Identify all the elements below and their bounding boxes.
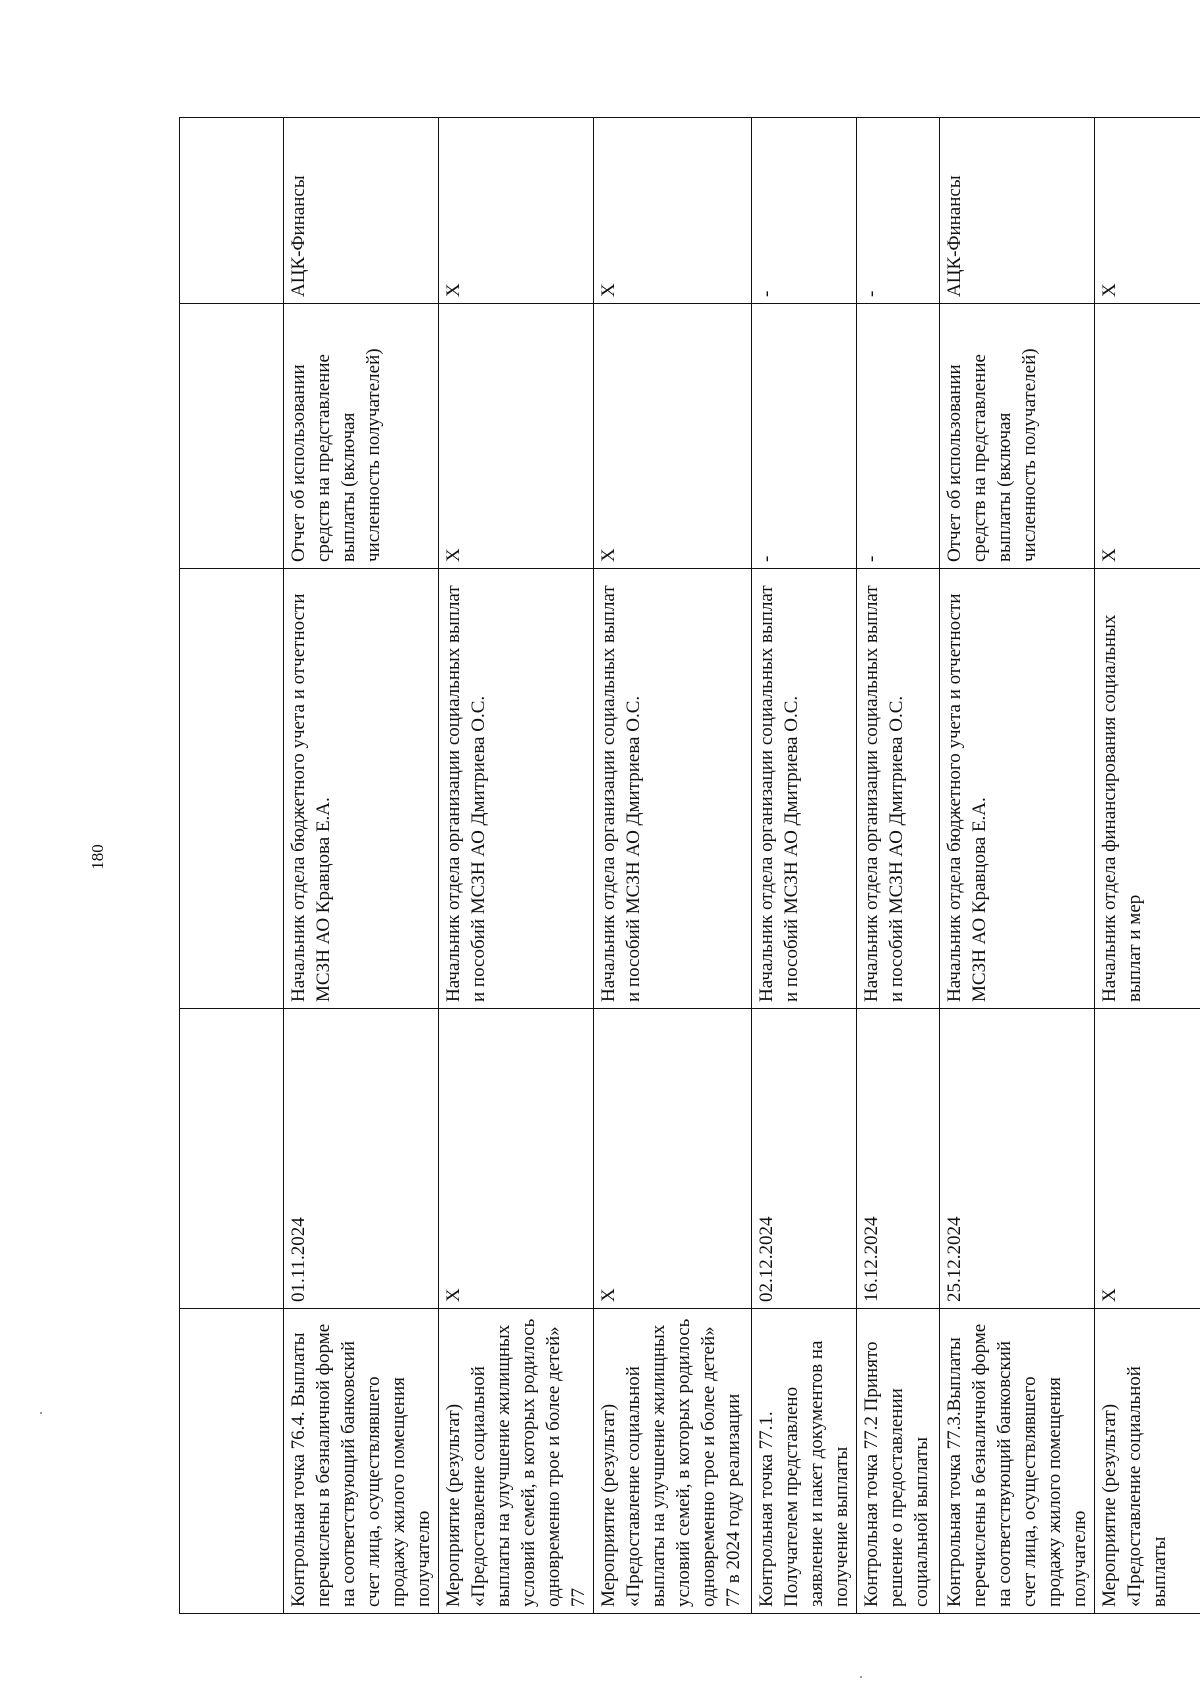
cell-system: X	[1095, 118, 1200, 304]
cell-document: X	[594, 304, 752, 569]
cell-document: Отчет об использовании средств на представление выплаты (включая численность получателей)	[940, 304, 1095, 569]
cell-responsible: Начальник отдела организации социальных выплат и пособий МСЗН АО Дмитриева О.С.	[752, 569, 857, 1009]
cell-event: Мероприятие (результат) «Предоставление социальной выплаты на улучшение жилищных условий семей, в которых родилось одновременно трое и более детей» 77	[439, 1309, 594, 1614]
table-row	[284, 118, 439, 1614]
cell-date: X	[594, 1009, 752, 1309]
cell-document: Отчет об использовании средств на представление выплаты (включая численность получателей)	[284, 304, 439, 569]
scan-artifact	[40, 1412, 42, 1414]
cell-system: АЦК-Финансы	[940, 118, 1095, 304]
cell-system: X	[594, 118, 752, 304]
cell-system: -	[752, 118, 857, 304]
cell-document: X	[1095, 304, 1200, 569]
cell-date	[180, 1009, 284, 1309]
table-row	[594, 118, 752, 1614]
table-row	[752, 118, 857, 1614]
cell-date: 01.11.2024	[284, 1009, 439, 1309]
page-number: 180	[88, 844, 107, 870]
cell-responsible: Начальник отдела организации социальных выплат и пособий МСЗН АО Дмитриева О.С.	[857, 569, 940, 1009]
table-row	[857, 118, 940, 1614]
cell-date: 02.12.2024	[752, 1009, 857, 1309]
cell-date: 16.12.2024	[857, 1009, 940, 1309]
cell-event	[180, 1309, 284, 1614]
cell-event: Мероприятие (результат) «Предоставление социальной выплаты	[1095, 1309, 1200, 1614]
cell-document: X	[439, 304, 594, 569]
cell-responsible: Начальник отдела бюджетного учета и отчетности МСЗН АО Кравцова Е.А.	[940, 569, 1095, 1009]
cell-responsible: Начальник отдела финансирования социальных выплат и мер	[1095, 569, 1200, 1009]
cell-responsible: Начальник отдела организации социальных выплат и пособий МСЗН АО Дмитриева О.С.	[439, 569, 594, 1009]
cell-document: -	[752, 304, 857, 569]
scan-artifact	[860, 1676, 862, 1678]
cell-document: -	[857, 304, 940, 569]
table-row	[439, 118, 594, 1614]
plan-table	[179, 117, 1200, 1614]
cell-responsible: Начальник отдела организации социальных выплат и пособий МСЗН АО Дмитриева О.С.	[594, 569, 752, 1009]
table-row	[180, 118, 284, 1614]
cell-event: Мероприятие (результат) «Предоставление социальной выплаты на улучшение жилищных условий семей, в которых родилось одновременно трое и более детей» 77 в 2024 году реализации	[594, 1309, 752, 1614]
cell-system: -	[857, 118, 940, 304]
cell-event: Контрольная точка 76.4. Выплаты перечислены в безналичной форме на соответствующий банковский счет лица, осуществлявшего продажу жилого помещения получателю	[284, 1309, 439, 1614]
cell-event: Контрольная точка 77.3.Выплаты перечислены в безналичной форме на соответствующий банковский счет лица, осуществлявшего продажу жилого помещения получателю	[940, 1309, 1095, 1614]
table-row	[940, 118, 1095, 1614]
cell-system: АЦК-Финансы	[284, 118, 439, 304]
cell-date: X	[1095, 1009, 1200, 1309]
cell-event: Контрольная точка 77.1. Получателем представлено заявление и пакет документов на получение выплаты	[752, 1309, 857, 1614]
cell-event: Контрольная точка 77.2 Принято решение о предоставлении социальной выплаты	[857, 1309, 940, 1614]
table-row	[1095, 118, 1200, 1614]
rotated-table-container	[179, 118, 1170, 1614]
cell-date: X	[439, 1009, 594, 1309]
cell-responsible	[180, 569, 284, 1009]
cell-responsible: Начальник отдела бюджетного учета и отчетности МСЗН АО Кравцова Е.А.	[284, 569, 439, 1009]
cell-date: 25.12.2024	[940, 1009, 1095, 1309]
cell-system: X	[439, 118, 594, 304]
cell-system	[180, 118, 284, 304]
cell-document	[180, 304, 284, 569]
